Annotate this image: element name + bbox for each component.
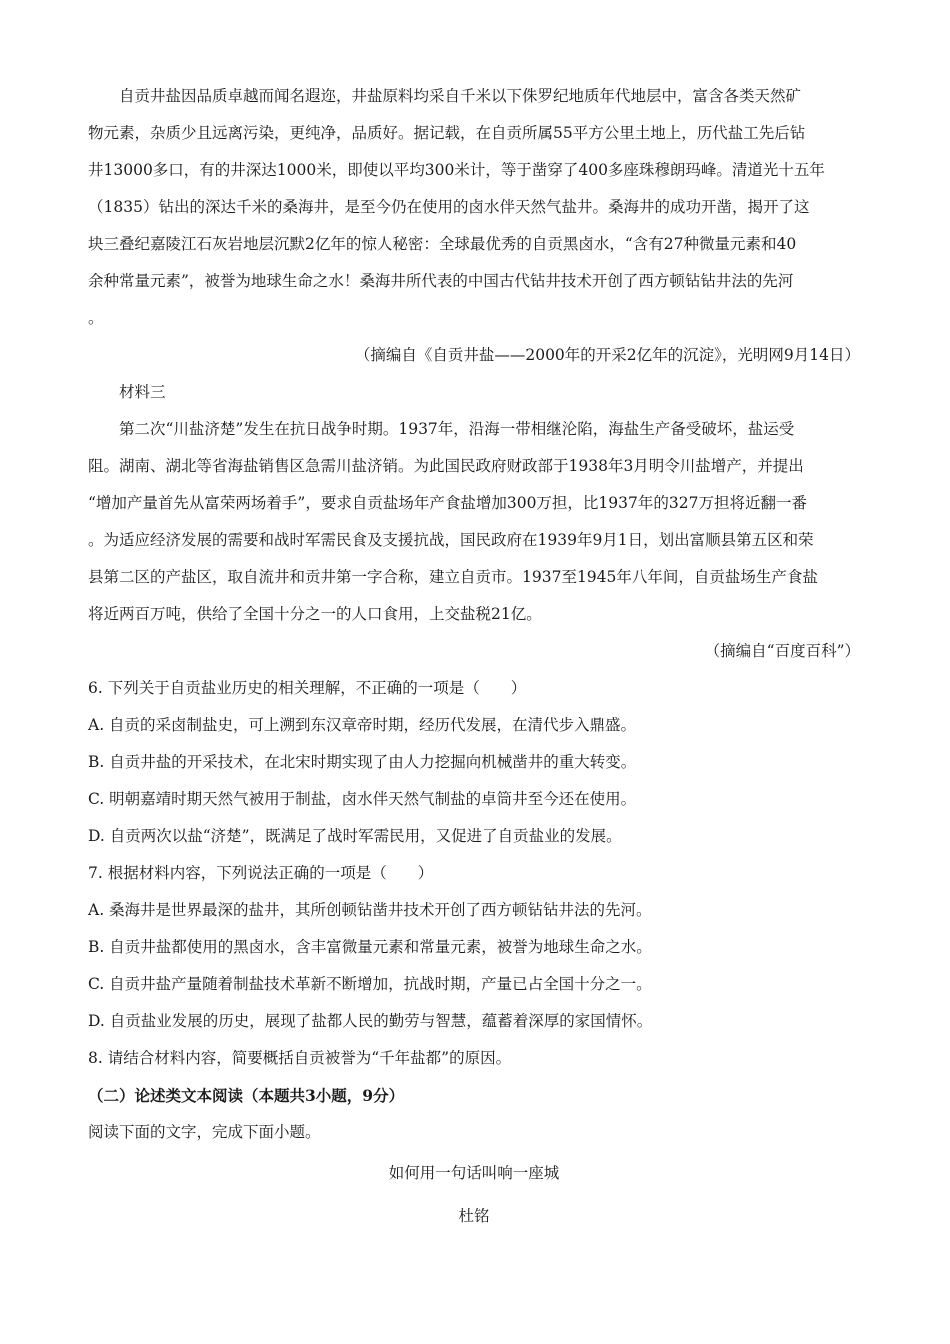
material-3-body — [88, 411, 860, 633]
text-line: 物元素，杂质少且远离污染，更纯净，品质好。据记载，在自贡所属55平方公里土地上，历代盐工先后钻 — [88, 124, 806, 142]
article-title: 如何用一句话叫响一座城 — [388, 1164, 560, 1182]
question-6 — [88, 670, 860, 855]
text-line: 将近两百万吨，供给了全国十分之一的人口食用，上交盐税21亿。 — [88, 605, 542, 623]
text-line: 。 — [88, 309, 104, 327]
question-7 — [88, 855, 860, 1040]
text-line: 县第二区的产盐区，取自流井和贡井第一字合称，建立自贡市。1937至1945年八年间，自贡盐场生产食盐 — [88, 568, 818, 586]
text-line: 自贡井盐因品质卓越而闻名遐迩，井盐原料均采自千米以下侏罗纪地质年代地层中，富含各类天然矿 — [119, 87, 802, 105]
text-line: 阻。湖南、湖北等省海盐销售区急需川盐济销。为此国民政府财政部于1938年3月明令川盐增产，并提出 — [88, 457, 804, 475]
section-instruction: 阅读下面的文字，完成下面小题。 — [88, 1123, 321, 1141]
option-c: C. 自贡井盐产量随着制盐技术革新不断增加，抗战时期，产量已占全国十分之一。 — [88, 975, 652, 993]
text-line: 井13000多口，有的井深达1000米，即使以平均300米计，等于凿穿了400多座珠穆朗玛峰。清道光十五年 — [88, 161, 825, 179]
text-line: 余种常量元素”，被誉为地球生命之水！桑海井所代表的中国古代钻井技术开创了西方顿钻钻井法的先河 — [88, 272, 794, 290]
option-b: B. 自贡井盐的开采技术，在北宋时期实现了由人力挖掘向机械凿井的重大转变。 — [88, 753, 637, 771]
option-c: C. 明朝嘉靖时期天然气被用于制盐，卤水伴天然气制盐的卓筒井至今还在使用。 — [88, 790, 637, 808]
text-line: 。为适应经济发展的需要和战时军需民食及支援抗战，国民政府在1939年9月1日，划出富顺县第五区和荣 — [88, 531, 814, 549]
text-line: （1835）钻出的深达千米的桑海井，是至今仍在使用的卤水伴天然气盐井。桑海井的成功开凿，揭开了这 — [88, 198, 810, 216]
article-author: 杜铭 — [458, 1207, 490, 1225]
text-line: “增加产量首先从富荣两场着手”，要求自贡盐场年产食盐增加300万担，比1937年的327万担将近翻一番 — [88, 494, 807, 512]
option-a: A. 自贡的采卤制盐史，可上溯到东汉章帝时期，经历代发展，在清代步入鼎盛。 — [88, 716, 637, 734]
document-page — [88, 78, 860, 1235]
question-8 — [88, 1040, 860, 1077]
question-stem: 8. 请结合材料内容，简要概括自贡被誉为“千年盐都”的原因。 — [88, 1049, 512, 1067]
question-stem: 6. 下列关于自贡盐业历史的相关理解，不正确的一项是（ ） — [88, 679, 527, 697]
text-line: 第二次“川盐济楚”发生在抗日战争时期。1937年，沿海一带相继沦陷，海盐生产备受破坏，盐运受 — [119, 420, 795, 438]
option-a: A. 桑海井是世界最深的盐井，其所创顿钻凿井技术开创了西方顿钻钻井法的先河。 — [88, 901, 652, 919]
material-3-source: （摘编自“百度百科”） — [704, 642, 860, 660]
section-heading: （二）论述类文本阅读（本题共3小题，9分） — [88, 1086, 405, 1105]
question-stem: 7. 根据材料内容，下列说法正确的一项是（ ） — [88, 864, 434, 882]
option-d: D. 自贡盐业发展的历史，展现了盐都人民的勤劳与智慧，蕴蓄着深厚的家国情怀。 — [88, 1012, 653, 1030]
option-b: B. 自贡井盐都使用的黑卤水，含丰富微量元素和常量元素，被誉为地球生命之水。 — [88, 938, 652, 956]
material-2-source: （摘编自《自贡井盐——2000年的开采2亿年的沉淀》，光明网9月14日） — [354, 346, 860, 364]
material-2-body — [88, 78, 860, 337]
material-3-heading: 材料三 — [119, 383, 166, 401]
option-d: D. 自贡两次以盐“济楚”，既满足了战时军需民用，又促进了自贡盐业的发展。 — [88, 827, 622, 845]
text-line: 块三叠纪嘉陵江石灰岩地层沉默2亿年的惊人秘密：全球最优秀的自贡黑卤水，“含有27种微量元素和40 — [88, 235, 797, 253]
